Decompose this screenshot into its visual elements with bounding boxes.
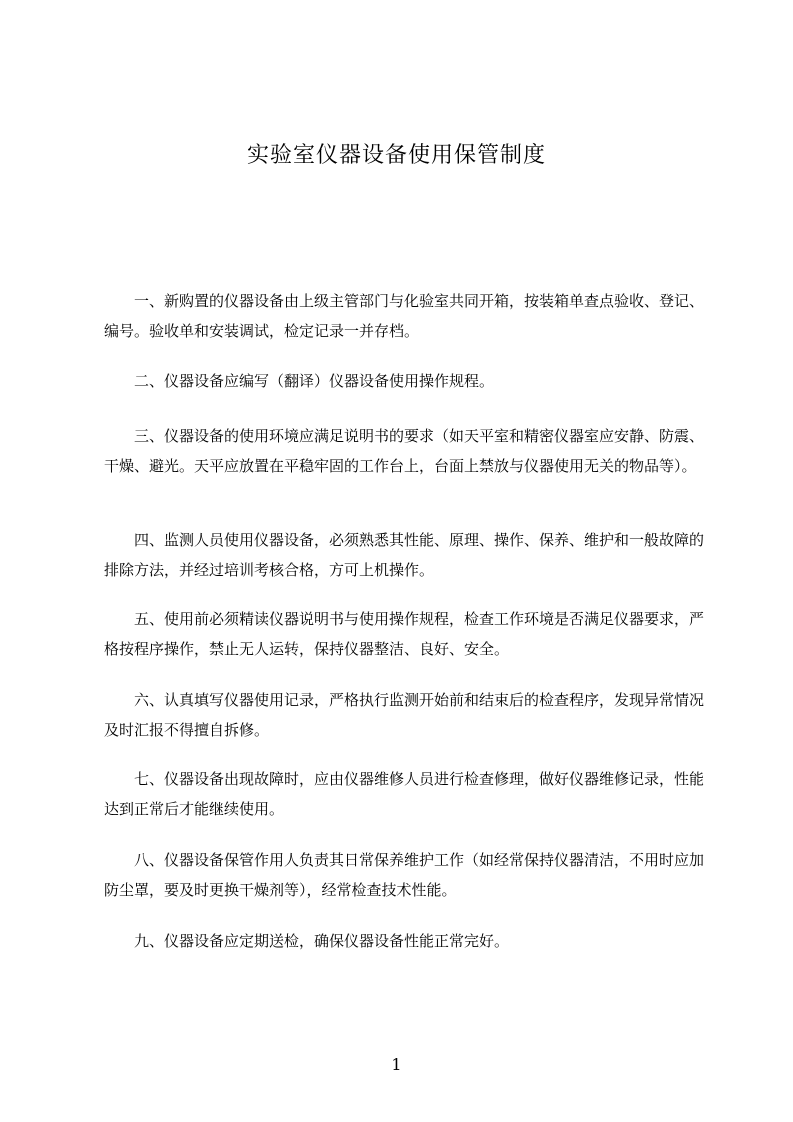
paragraph-7: 七、仪器设备出现故障时，应由仪器维修人员进行检查修理，做好仪器维修记录，性能达到正常后才能继续使用。 [104, 770, 705, 818]
paragraph-5: 五、使用前必须精读仪器说明书与使用操作规程，检查工作环境是否满足仪器要求，严格按程序操作，禁止无人运转，保持仪器整洁、良好、安全。 [104, 610, 705, 658]
paragraph-2: 二、仪器设备应编写（翻译）仪器设备使用操作规程。 [134, 372, 495, 390]
paragraph-6: 六、认真填写仪器使用记录，严格执行监测开始前和结束后的检查程序，发现异常情况及时汇报不得擅自拆修。 [104, 691, 705, 739]
paragraph-1: 一、新购置的仪器设备由上级主管部门与化验室共同开箱，按装箱单查点验收、登记、编号。验收单和安装调试，检定记录一并存档。 [104, 292, 705, 340]
paragraph-3: 三、仪器设备的使用环境应满足说明书的要求（如天平室和精密仪器室应安静、防震、干燥、避光。天平应放置在平稳牢固的工作台上，台面上禁放与仪器使用无关的物品等）。 [104, 427, 705, 475]
paragraph-8: 八、仪器设备保管作用人负责其日常保养维护工作（如经常保持仪器清洁，不用时应加防尘罩，要及时更换干燥剂等），经常检查技术性能。 [104, 851, 705, 899]
paragraph-4: 四、监测人员使用仪器设备，必须熟悉其性能、原理、操作、保养、维护和一般故障的排除方法，并经过培训考核合格，方可上机操作。 [104, 531, 705, 579]
paragraph-9: 九、仪器设备应定期送检，确保仪器设备性能正常完好。 [134, 932, 510, 950]
document-title: 实验室仪器设备使用保管制度 [246, 143, 546, 168]
page-number: 1 [391, 1055, 402, 1074]
